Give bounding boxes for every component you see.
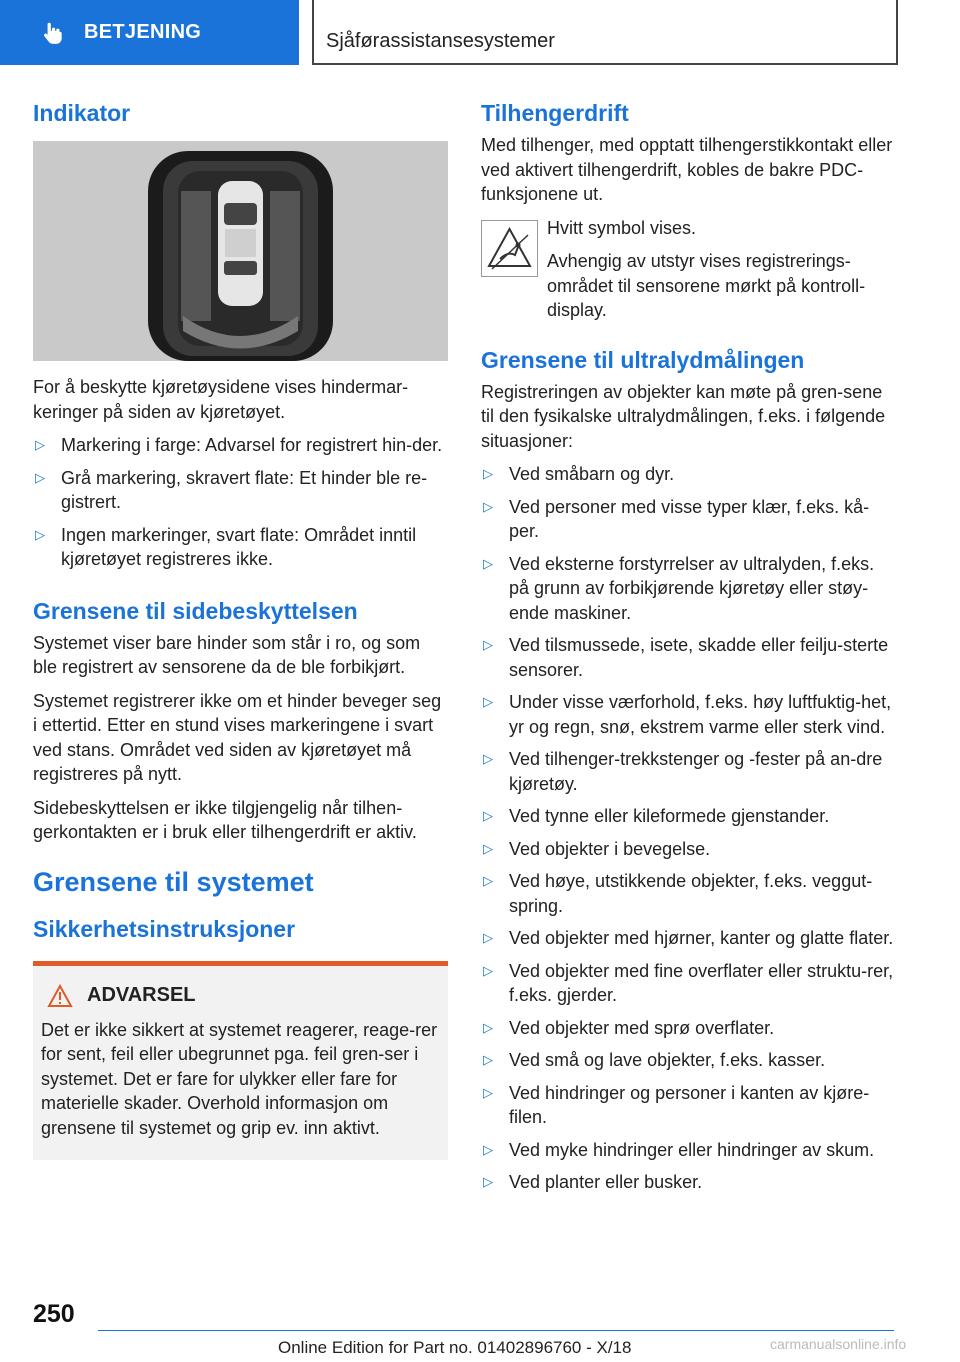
- list-item: ▷ Ved objekter med sprø overflater.: [481, 1016, 896, 1041]
- triangle-bullet-icon: ▷: [483, 873, 493, 888]
- symbol-text: Avhengig av utstyr vises registrerings-området til sensorene mørkt på kontroll-display.: [547, 251, 866, 320]
- paragraph: Med tilhenger, med opptatt tilhengerstikkontakt eller ved aktivert tilhengerdrift, kobles de bakre PDC-funksjonene ut.: [481, 135, 893, 204]
- right-column: [481, 100, 896, 1203]
- list-item: ▷ Under visse værforhold, f.eks. høy luftfuktig-het, yr og regn, snø, ekstrem varme eller sterk vind.: [483, 692, 892, 737]
- trailer-warning-symbol: [481, 220, 538, 277]
- triangle-bullet-icon: ▷: [483, 498, 493, 514]
- list-item: ▷ Ved myke hindringer eller hindringer av skum.: [481, 1138, 896, 1163]
- warning-box: [33, 961, 448, 1161]
- section-tab: [0, 0, 299, 65]
- symbol-text: Hvitt symbol vises.: [547, 217, 697, 238]
- triangle-bullet-icon: ▷: [483, 694, 493, 709]
- warning-title: ADVARSEL: [87, 984, 196, 1006]
- warning-triangle-icon: [47, 984, 73, 1008]
- symbol-row: [481, 216, 896, 323]
- list-item: ▷ Ved personer med visse typer klær, f.eks. kå-per.: [483, 496, 870, 541]
- list-item: ▷ Ved tilhenger-trekkstenger og -fester på an-dre kjøretøy.: [483, 749, 883, 794]
- heading-tilhengerdrift: Tilhengerdrift: [481, 100, 629, 126]
- list-item: ▷ Ved tynne eller kileformede gjenstander.: [481, 804, 896, 829]
- list-item: ▷ Ved objekter i bevegelse.: [481, 837, 896, 862]
- paragraph: Sidebeskyttelsen er ikke tilgjengelig når tilhen-gerkontakten er i bruk eller tilhengerdrift er aktiv.: [33, 797, 417, 842]
- list-item: ▷ Ved høye, utstikkende objekter, f.eks. veggut-spring.: [483, 871, 873, 916]
- triangle-bullet-icon: ▷: [483, 840, 493, 856]
- warning-text: Det er ikke sikkert at systemet reagerer, reage-rer for sent, feil eller ubegrunnet pga. feil gren-ser i systemet. Det er fare for ulykker eller fare for materielle skader. Overhold informasjon om grensene til systemet og grip ev. inn aktivt.: [41, 1019, 438, 1138]
- list-item: ▷ Ved objekter med fine overflater eller struktu-rer, f.eks. gjerder.: [483, 960, 894, 1005]
- list-item: ▷ Ingen markeringer, svart flate: Området inntil kjøretøyet registreres ikke.: [35, 524, 417, 569]
- list-item: ▷ Grå markering, skravert flate: Et hinder ble re-gistrert.: [35, 467, 428, 512]
- limitations-list: [481, 462, 896, 1195]
- section-title: BETJENING: [84, 21, 202, 43]
- footer-edition: Online Edition for Part no. 01402896760 - X/18: [278, 1338, 632, 1357]
- trailer-warning-icon: [482, 221, 537, 276]
- pdc-display-image: [33, 141, 448, 361]
- list-item: ▷ Markering i farge: Advarsel for registrert hin-der.: [33, 433, 448, 458]
- list-item: ▷ Ved små og lave objekter, f.eks. kasser.: [481, 1048, 896, 1073]
- paragraph: Systemet registrerer ikke om et hinder beveger seg i ettertid. Etter en stund vises markeringene i svart ved stans. Området ved siden av kjøretøyet må registreres på nytt.: [33, 690, 442, 784]
- triangle-bullet-icon: ▷: [35, 437, 45, 452]
- footer-divider: [98, 1330, 894, 1331]
- left-column: [33, 100, 448, 1160]
- triangle-bullet-icon: ▷: [483, 637, 493, 652]
- hand-pointer-icon: [40, 20, 66, 46]
- chapter-header: [312, 0, 898, 65]
- heading-indikator: Indikator: [33, 100, 131, 126]
- paragraph: Systemet viser bare hinder som står i ro, og som ble registrert av sensorene da de ble forbikjørt.: [33, 632, 421, 677]
- triangle-bullet-icon: ▷: [35, 526, 45, 542]
- triangle-bullet-icon: ▷: [483, 751, 493, 766]
- list-item: ▷ Ved småbarn og dyr.: [481, 462, 896, 487]
- heading-sidebeskyttelsen: Grensene til sidebeskyttelsen: [33, 597, 358, 624]
- page-number: 250: [33, 1300, 75, 1328]
- triangle-bullet-icon: ▷: [483, 1084, 493, 1100]
- heading-sikkerhet: Sikkerhetsinstruksjoner: [33, 915, 296, 942]
- car-sensor-view-icon: [33, 141, 448, 361]
- paragraph: Registreringen av objekter kan møte på gren-sene til den fysikalske ultralydmålingen, f.eks. i følgende situasjoner:: [481, 381, 886, 451]
- triangle-bullet-icon: ▷: [483, 555, 493, 571]
- triangle-bullet-icon: ▷: [483, 808, 493, 823]
- heading-grensene-systemet: Grensene til systemet: [33, 866, 314, 897]
- triangle-bullet-icon: ▷: [483, 1019, 493, 1035]
- triangle-bullet-icon: ▷: [483, 1052, 493, 1067]
- list-item: ▷ Ved objekter med hjørner, kanter og glatte flater.: [481, 926, 896, 951]
- list-item: ▷ Ved hindringer og personer i kanten av kjøre-filen.: [483, 1082, 870, 1127]
- chapter-title: Sjåførassistansesystemer: [326, 30, 555, 52]
- list-item: ▷ Ved planter eller busker.: [481, 1170, 896, 1195]
- heading-ultralyd: Grensene til ultralydmålingen: [481, 346, 805, 373]
- paragraph: For å beskytte kjøretøysidene vises hindermar-keringer på siden av kjøretøyet.: [33, 377, 409, 422]
- list-item: ▷ Ved tilsmussede, isete, skadde eller feilju-sterte sensorer.: [483, 635, 889, 680]
- triangle-bullet-icon: ▷: [483, 1174, 493, 1189]
- triangle-bullet-icon: ▷: [35, 469, 45, 485]
- triangle-bullet-icon: ▷: [483, 1141, 493, 1157]
- watermark: carmanualsonline.info: [770, 1336, 907, 1352]
- triangle-bullet-icon: ▷: [483, 930, 493, 945]
- triangle-bullet-icon: ▷: [483, 962, 493, 978]
- list-item: ▷ Ved eksterne forstyrrelser av ultralyden, f.eks. på grunn av forbikjørende kjøretøy eller støy-ende maskiner.: [483, 553, 875, 623]
- triangle-bullet-icon: ▷: [483, 466, 493, 481]
- indicator-list: [33, 433, 448, 572]
